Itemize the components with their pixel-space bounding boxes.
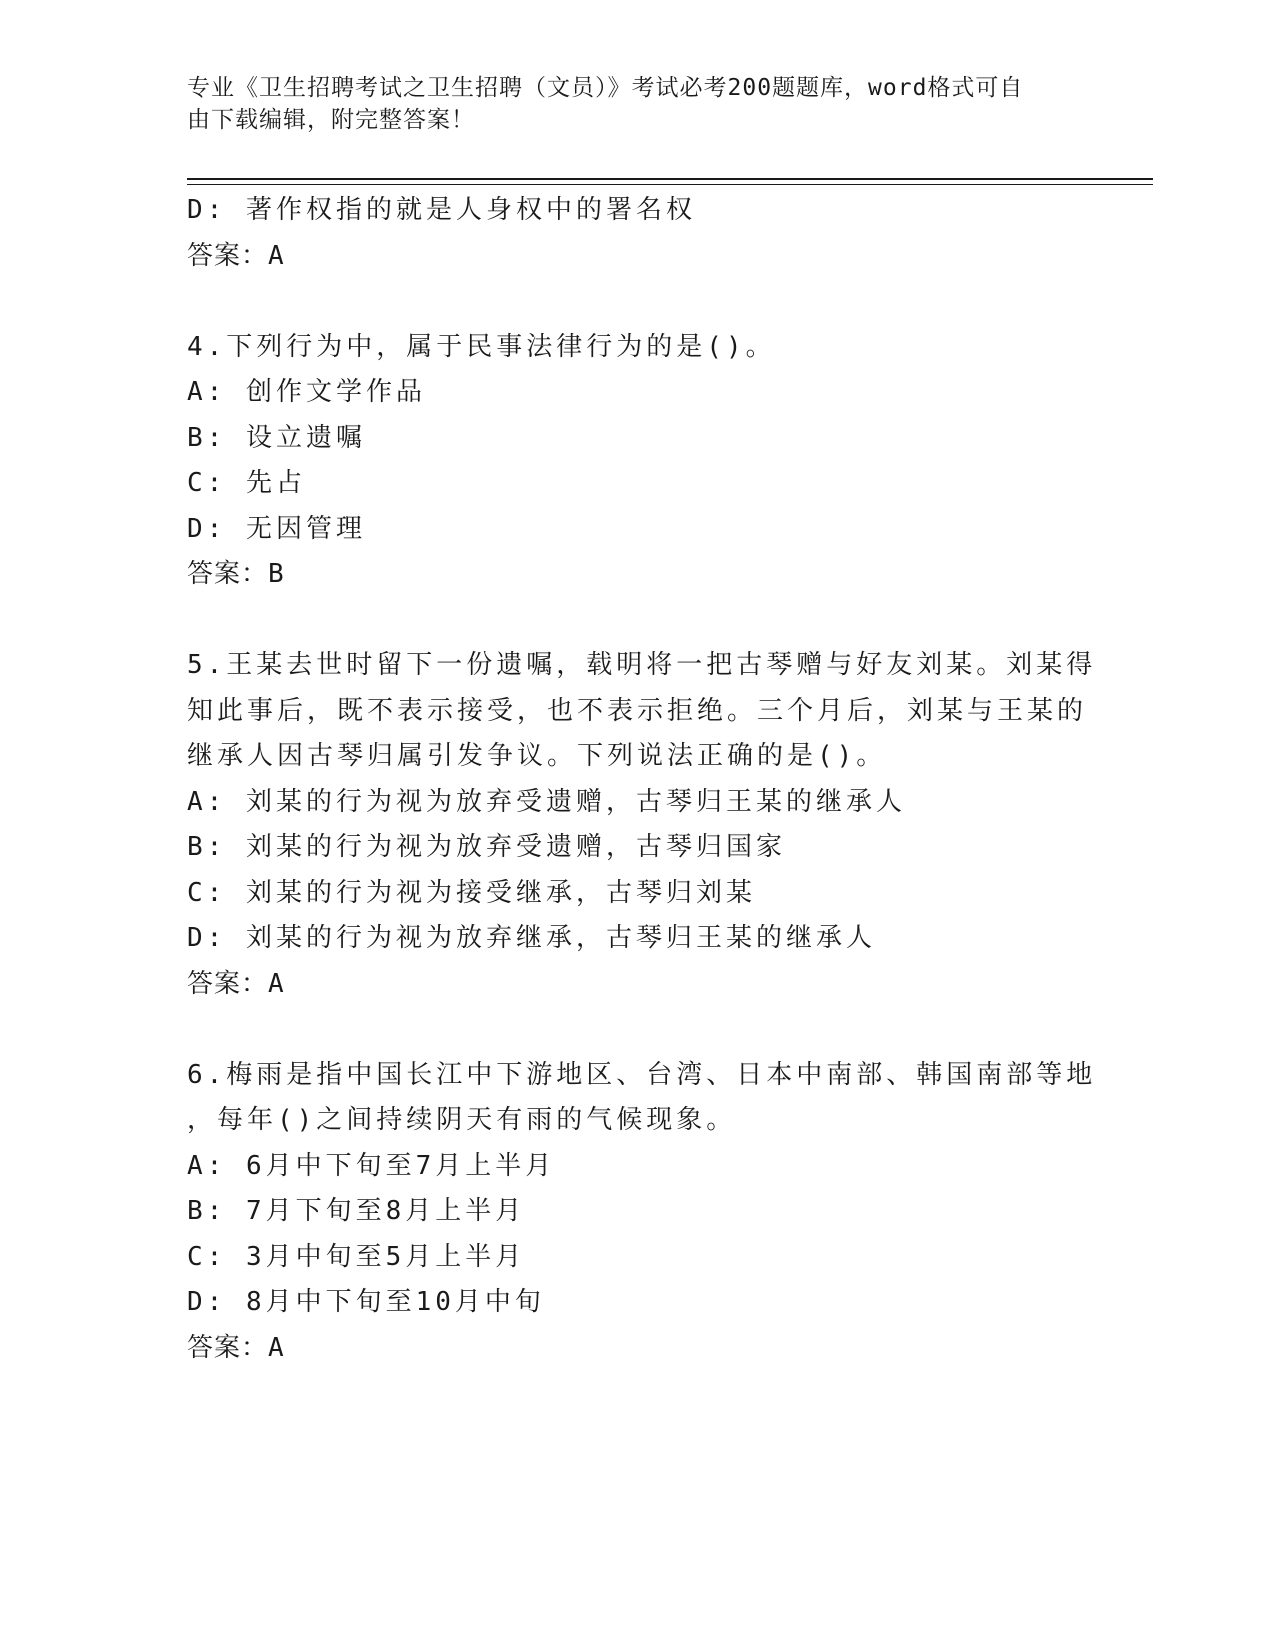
q6-option-d: D: 8月中下旬至10月中旬 [187,1287,545,1317]
q5-stem-line-3: 继承人因古琴归属引发争议。下列说法正确的是()。 [187,741,887,771]
q6-answer: 答案：A [187,1332,285,1363]
q4-option-b: B: 设立遗嘱 [187,422,366,453]
q5-option-c: C: 刘某的行为视为接受继承，古琴归刘某 [187,877,756,908]
q4-answer: 答案：B [187,559,285,589]
q6-option-b: B: 7月下旬至8月上半月 [187,1196,526,1226]
q4-stem: 4.下列行为中，属于民事法律行为的是()。 [187,331,776,362]
q4-option-c: C: 先占 [187,468,306,498]
q3-answer: 答案：A [187,240,285,271]
q6-stem-line-1: 6.梅雨是指中国长江中下游地区、台湾、日本中南部、韩国南部等地 [187,1059,1097,1090]
question-4 [187,325,1067,598]
spacer [187,598,1067,644]
q6-stem-line-2: ，每年()之间持续阴天有雨的气候现象。 [187,1105,737,1135]
q5-option-a: A: 刘某的行为视为放弃受遗赠，古琴归王某的继承人 [187,786,906,817]
question-3-tail [187,188,1067,279]
q6-option-c: C: 3月中旬至5月上半月 [187,1241,526,1272]
q5-stem-line-2: 知此事后，既不表示接受，也不表示拒绝。三个月后，刘某与王某的 [187,695,1088,726]
q5-option-d: D: 刘某的行为视为放弃继承，古琴归王某的继承人 [187,923,876,953]
question-6 [187,1053,1097,1372]
question-list [187,188,1097,1371]
q3-option-d: D: 著作权指的就是人身权中的署名权 [187,195,696,225]
q4-option-d: D: 无因管理 [187,513,366,544]
spacer [187,1007,1067,1053]
header-rule-thin [187,184,1153,185]
question-5 [187,643,1097,1007]
q4-option-a: A: 创作文学作品 [187,377,426,407]
header-line-2: 由下载编辑，附完整答案！ [187,107,475,133]
document-header [187,72,1067,136]
q6-option-a: A: 6月中下旬至7月上半月 [187,1150,556,1181]
q5-stem-line-1: 5.王某去世时留下一份遗嘱，载明将一把古琴赠与好友刘某。刘某得 [187,650,1097,680]
spacer [187,279,1067,325]
q5-option-b: B: 刘某的行为视为放弃受遗赠，古琴归国家 [187,832,786,862]
header-rule-thick [187,178,1153,180]
q5-answer: 答案：A [187,968,285,999]
header-line-1: 专业《卫生招聘考试之卫生招聘（文员）》考试必考200题题库，word格式可自 [187,75,1024,101]
